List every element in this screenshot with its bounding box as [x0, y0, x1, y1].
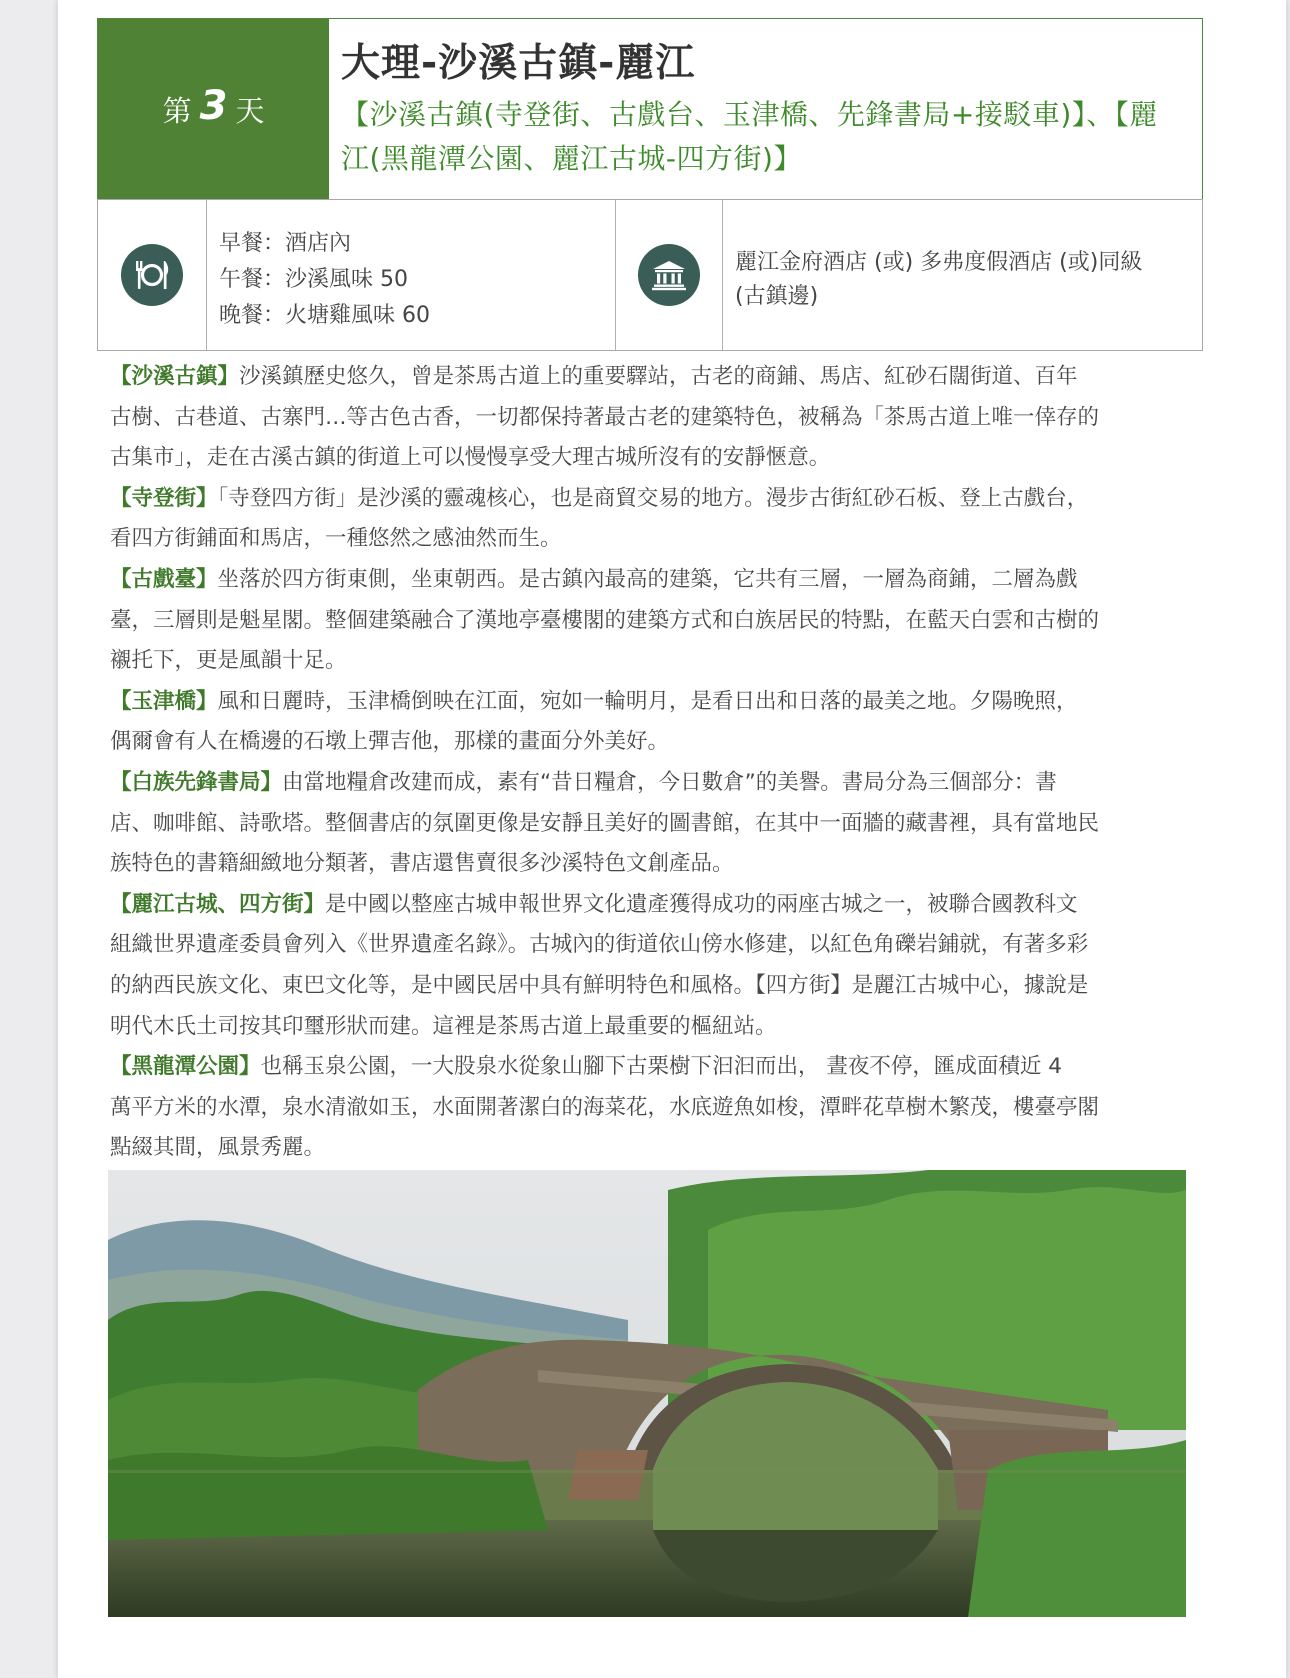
paragraph-line: 是中國以整座古城申報世界文化遺產獲得成功的兩座古城之一，被聯合國教科文 [325, 891, 1078, 917]
hotel-info [723, 200, 1202, 350]
attraction-paragraph [110, 682, 1195, 763]
attraction-paragraph [110, 479, 1195, 560]
meals-list [207, 200, 616, 350]
attraction-paragraph [110, 1047, 1195, 1169]
meals-hotel-row [97, 199, 1203, 351]
paragraph-line: 看四方街鋪面和馬店，一種悠然之感油然而生。 [110, 526, 562, 552]
route-description [341, 93, 1190, 181]
paragraph-line: 襯托下，更是風韻十足。 [110, 648, 347, 674]
breakfast-item: 早餐：酒店內 [219, 231, 352, 256]
paragraph-line: 族特色的書籍細緻地分類著，書店還售賣很多沙溪特色文創產品。 [110, 851, 734, 877]
attraction-paragraph [110, 560, 1195, 682]
paragraph-line: 臺，三層則是魁星閣。整個建築融合了漢地亭臺樓閣的建築方式和白族居民的特點，在藍天白雲和古樹的 [110, 607, 1100, 633]
day-number: 3 [199, 83, 228, 129]
attraction-paragraph [110, 357, 1195, 479]
attraction-heading: 【黑龍潭公園】 [110, 1054, 261, 1080]
restaurant-icon [121, 244, 183, 306]
attraction-paragraph [110, 763, 1195, 885]
day-header [97, 18, 1203, 200]
dinner-item: 晚餐：火塘雞風味 60 [219, 303, 430, 328]
hotel-line: 麗江金府酒店 (或) 多弗度假酒店 (或)同級 [735, 250, 1143, 275]
paragraph-line: 坐落於四方街東側，坐東朝西。是古鎮內最高的建築，它共有三層，一層為商鋪，二層為戲 [217, 566, 1078, 592]
paragraph-line: 沙溪鎮歷史悠久，曾是茶馬古道上的重要驛站，古老的商鋪、馬店、紅砂石闊街道、百年 [239, 364, 1078, 389]
day-badge [98, 19, 329, 199]
attraction-heading: 【白族先鋒書局】 [110, 769, 283, 795]
paragraph-line: 也稱玉泉公園，一大股泉水從象山腳下古栗樹下汩汩而出， 晝夜不停，匯成面積近 4 [260, 1054, 1062, 1080]
title-block [329, 19, 1202, 199]
paragraph-line: 古集市」，走在古溪古鎮的街道上可以慢慢享受大理古城所沒有的安靜愜意。 [110, 445, 831, 471]
attraction-heading: 【寺登街】 [110, 485, 218, 511]
paragraph-line: 組織世界遺產委員會列入《世界遺產名錄》。古城內的街道依山傍水修建，以紅色角礫岩鋪就，有著多彩 [110, 932, 1089, 958]
day-suffix: 天 [235, 93, 265, 128]
attraction-heading: 【麗江古城、四方街】 [110, 891, 326, 917]
paragraph-line: 的納西民族文化、東巴文化等，是中國民居中具有鮮明特色和風格。【四方街】是麗江古城中心，據說是 [110, 972, 1089, 998]
attraction-heading: 【玉津橋】 [110, 688, 218, 714]
paragraph-line: 偶爾會有人在橋邊的石墩上彈吉他，那樣的畫面分外美好。 [110, 729, 670, 755]
attraction-descriptions [110, 357, 1195, 1169]
paragraph-line: 點綴其間，風景秀麗。 [110, 1135, 326, 1161]
hotel-building-icon [638, 244, 700, 306]
paragraph-line: 「寺登四方街」是沙溪的靈魂核心，也是商貿交易的地方。漫步古街紅砂石板、登上古戲台， [217, 485, 1089, 511]
paragraph-line: 風和日麗時，玉津橋倒映在江面，宛如一輪明月，是看日出和日落的最美之地。夕陽晚照， [217, 688, 1078, 714]
lunch-item: 午餐：沙溪風味 50 [219, 267, 408, 292]
hotel-icon-cell [616, 200, 723, 350]
day-prefix: 第 [162, 93, 192, 128]
paragraph-line: 萬平方米的水潭，泉水清澈如玉，水面開著潔白的海菜花，水底遊魚如梭，潭畔花草樹木繁茂，樓臺亭閣 [110, 1094, 1100, 1120]
route-line: 江(黑龍潭公園、麗江古城-四方街)】 [341, 142, 802, 175]
route-line: 【沙溪古鎮(寺登街、古戲台、玉津橋、先鋒書局+接駁車)】、【麗 [341, 98, 1158, 131]
attraction-paragraph [110, 885, 1195, 1047]
paragraph-line: 店、咖啡館、詩歌塔。整個書店的氛圍更像是安靜且美好的圖書館，在其中一面牆的藏書裡，具有當地民 [110, 810, 1100, 836]
meals-icon-cell [98, 200, 207, 350]
paragraph-line: 由當地糧倉改建而成，素有“昔日糧倉，今日數倉”的美譽。書局分為三個部分：書 [282, 769, 1057, 795]
page-title: 大理-沙溪古鎮-麗江 [341, 41, 696, 86]
paragraph-line: 古樹、古巷道、古寨門…等古色古香，一切都保持著最古老的建築特色，被稱為「茶馬古道上唯一倖存的 [110, 404, 1100, 430]
hotel-line: (古鎮邊) [735, 284, 819, 309]
paragraph-line: 明代木氏土司按其印璽形狀而建。這裡是茶馬古道上最重要的樞紐站。 [110, 1013, 777, 1039]
attraction-heading: 【沙溪古鎮】 [110, 364, 240, 389]
attraction-heading: 【古戲臺】 [110, 566, 218, 592]
stone-bridge-photo [108, 1170, 1186, 1617]
